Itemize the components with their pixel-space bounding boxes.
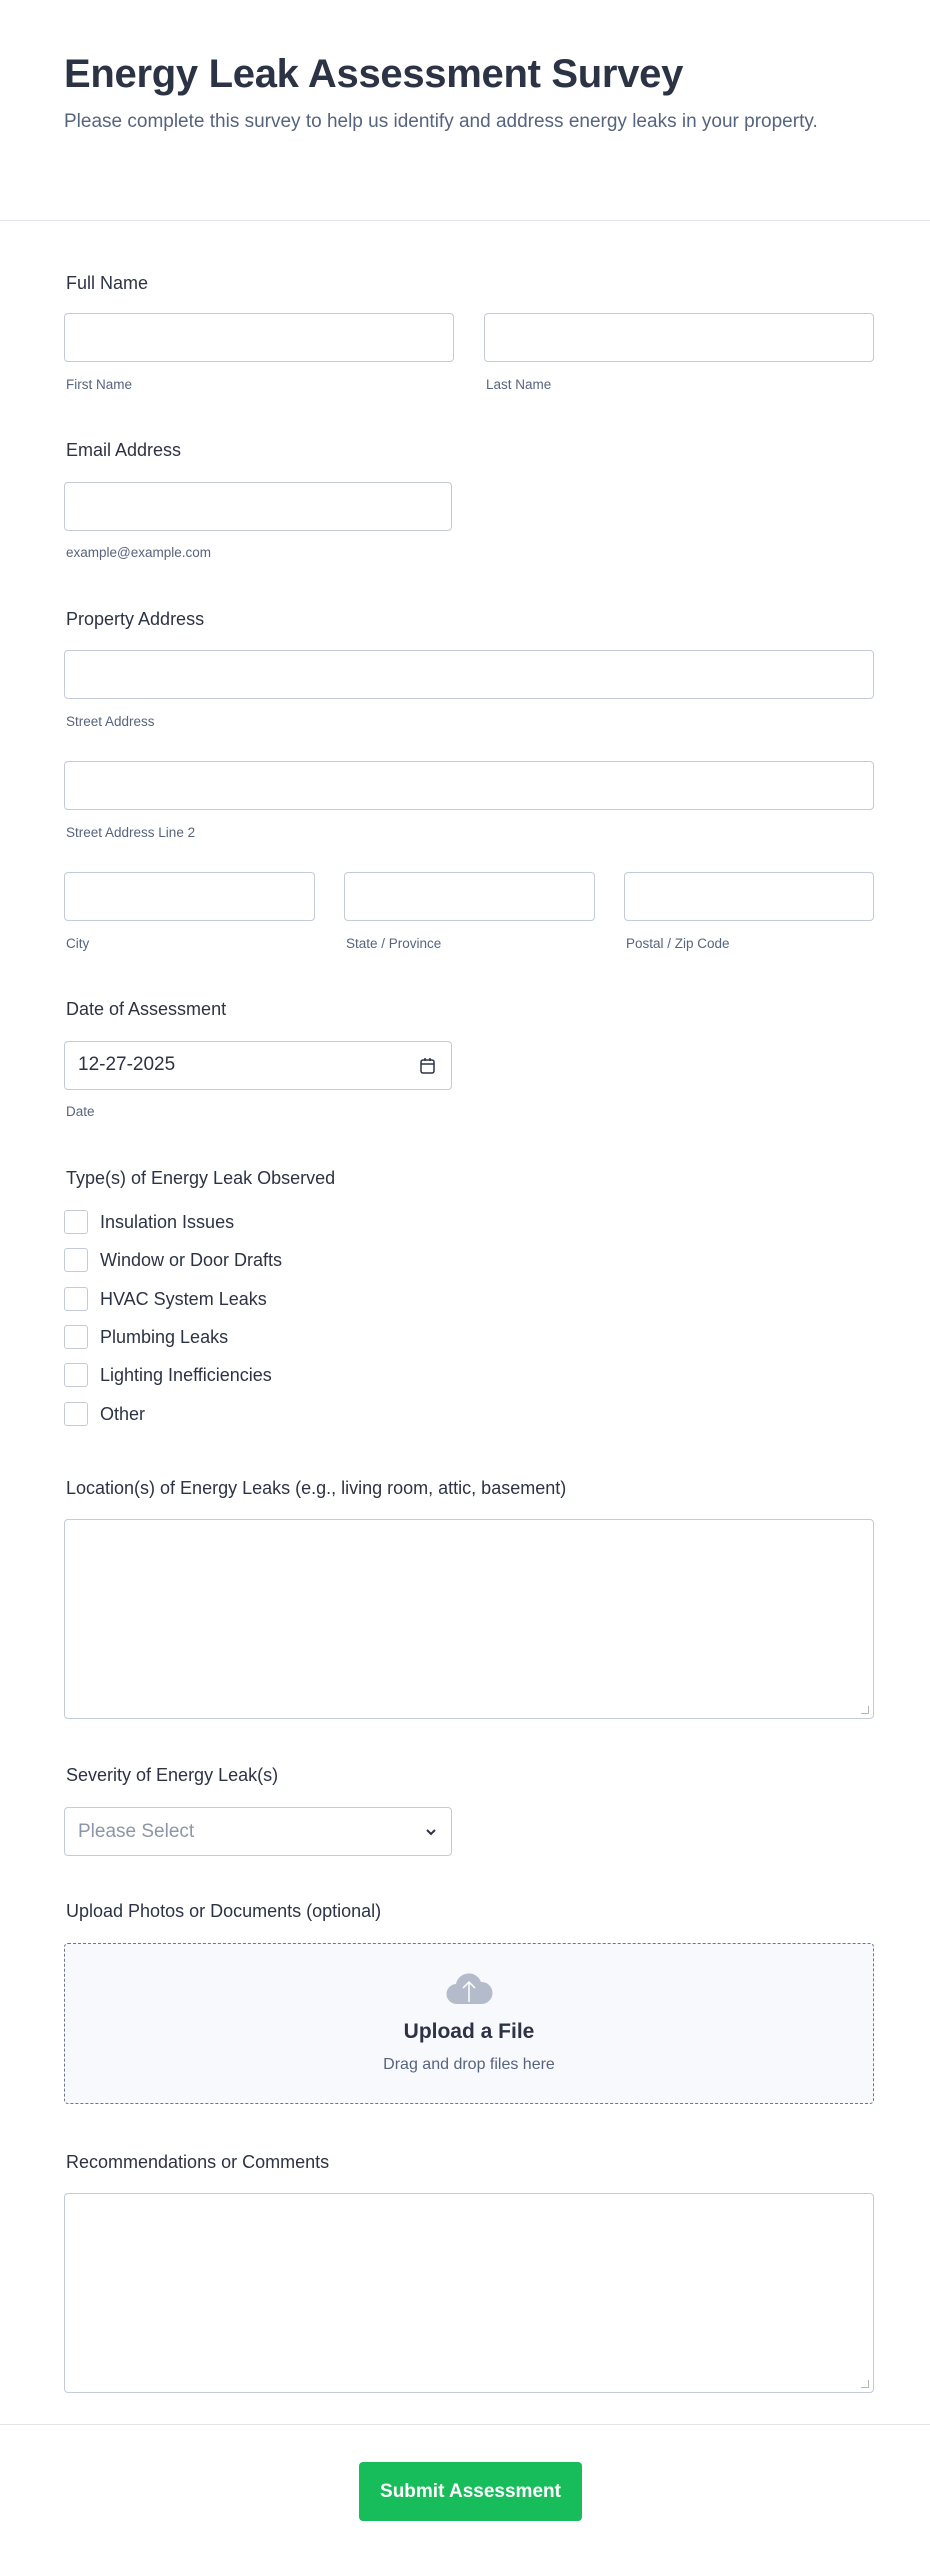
checkbox-label: Other [100,1404,146,1424]
checkbox-label: Plumbing Leaks [100,1327,229,1347]
checkbox-window-door[interactable] [64,1248,88,1272]
street-address-line2-input[interactable] [64,761,874,810]
leak-types-label: Type(s) of Energy Leak Observed [66,1168,336,1188]
full-name-label: Full Name [66,273,149,293]
calendar-icon[interactable] [419,1057,437,1075]
severity-select[interactable] [64,1807,452,1856]
postal-sublabel: Postal / Zip Code [626,936,730,951]
date-label: Date of Assessment [66,999,227,1019]
email-input[interactable] [64,482,452,531]
severity-label: Severity of Energy Leak(s) [66,1765,279,1785]
first-name-input[interactable] [64,313,454,362]
checkbox-insulation[interactable] [64,1210,88,1234]
first-name-sublabel: First Name [66,377,133,392]
header-divider [0,220,930,221]
page-subtitle: Please complete this survey to help us identify and address energy leaks in your property. [64,111,818,132]
file-dropzone[interactable] [64,1943,874,2104]
street-address-input[interactable] [64,650,874,699]
city-input[interactable] [64,872,315,921]
date-value: 12-27-2025 [78,1054,176,1075]
footer-divider [0,2424,930,2425]
checkbox-label: Insulation Issues [100,1212,235,1232]
last-name-sublabel: Last Name [486,377,552,392]
checkbox-label: Lighting Inefficiencies [100,1365,272,1385]
last-name-input[interactable] [484,313,874,362]
email-label: Email Address [66,440,182,460]
locations-label: Location(s) of Energy Leaks (e.g., living room, attic, basement) [66,1478,567,1498]
upload-hint: Drag and drop files here [383,2056,555,2073]
checkbox-other[interactable] [64,1402,88,1426]
city-sublabel: City [66,936,90,951]
checkbox-hvac[interactable] [64,1287,88,1311]
checkbox-plumbing[interactable] [64,1325,88,1349]
upload-title: Upload a File [403,2020,535,2043]
email-sublabel: example@example.com [66,545,212,560]
locations-textarea[interactable] [64,1519,874,1719]
street-address-line2-sublabel: Street Address Line 2 [66,825,196,840]
resize-handle[interactable] [861,1706,869,1714]
checkbox-lighting[interactable] [64,1363,88,1387]
resize-handle[interactable] [861,2380,869,2388]
date-sublabel: Date [66,1104,95,1119]
state-input[interactable] [344,872,595,921]
street-address-sublabel: Street Address [66,714,155,729]
severity-placeholder: Please Select [78,1821,195,1842]
page-title: Energy Leak Assessment Survey [64,52,684,96]
chevron-down-icon [425,1827,437,1837]
comments-textarea[interactable] [64,2193,874,2393]
postal-input[interactable] [624,872,874,921]
submit-button[interactable]: Submit Assessment [359,2462,582,2521]
address-label: Property Address [66,609,205,629]
date-input[interactable] [64,1041,452,1090]
cloud-upload-icon [445,1970,493,2006]
checkbox-label: HVAC System Leaks [100,1289,267,1309]
state-sublabel: State / Province [346,936,442,951]
comments-label: Recommendations or Comments [66,2152,330,2172]
upload-label: Upload Photos or Documents (optional) [66,1901,382,1921]
checkbox-label: Window or Door Drafts [100,1250,283,1270]
